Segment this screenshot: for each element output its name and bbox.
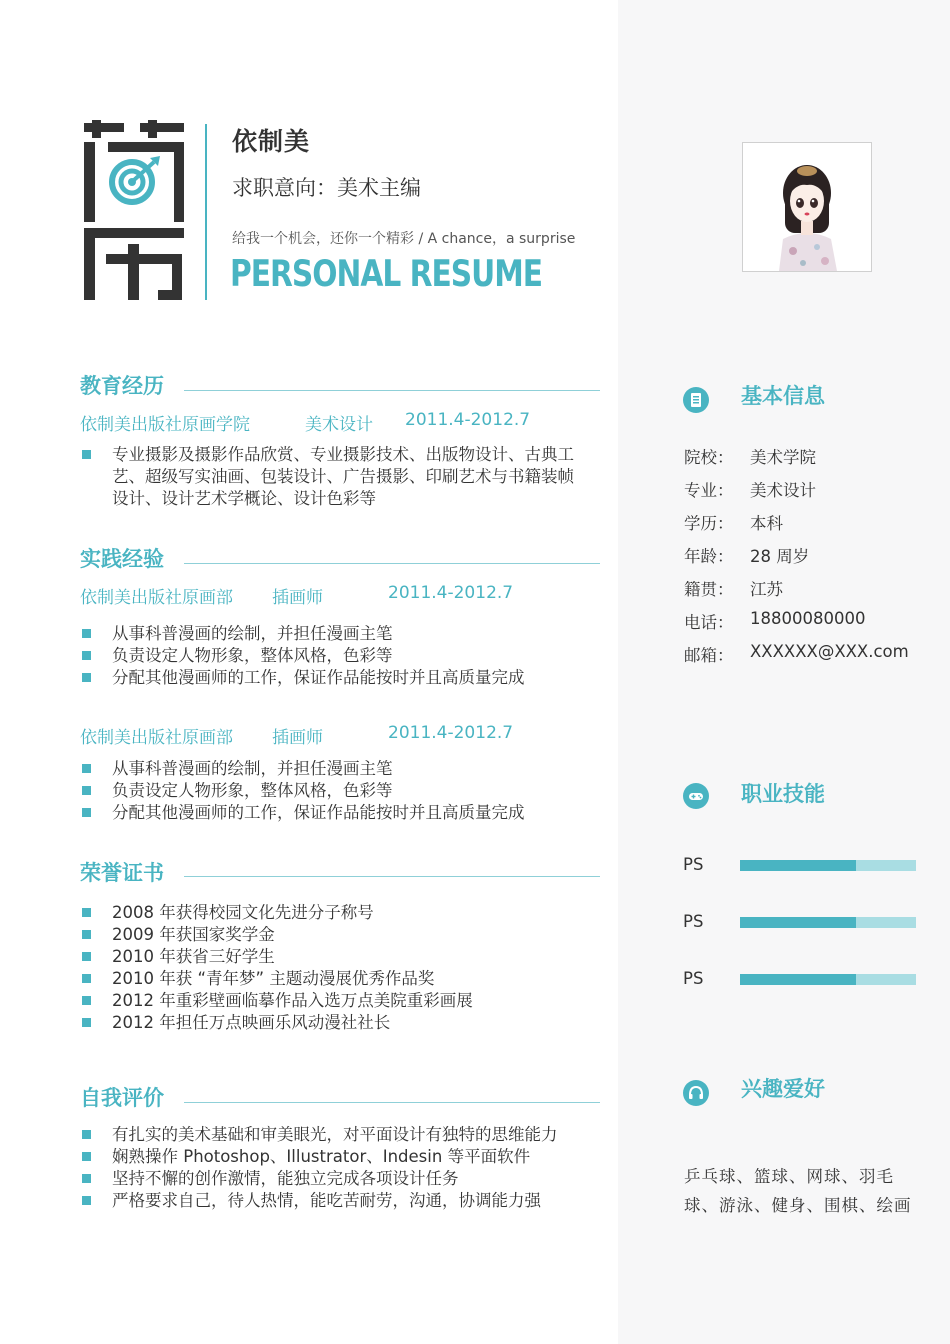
list-item: 娴熟操作 Photoshop、Illustrator、Indesin 等平面软件: [80, 1146, 600, 1168]
bullet-marker: [82, 764, 91, 773]
skill-bar: [740, 917, 916, 928]
bullet-marker: [82, 908, 91, 917]
self-eval-title: 自我评价: [80, 1086, 164, 1110]
profile-photo: [742, 142, 872, 272]
experience-period: 2011.4-2012.7: [388, 583, 514, 603]
education-school: 依制美出版社原画学院: [80, 415, 250, 435]
bullet-marker: [82, 673, 91, 682]
bullet-marker: [82, 974, 91, 983]
bullet-marker: [82, 996, 91, 1005]
list-item: 2012 年担任万点映画乐风动漫社社长: [80, 1012, 600, 1034]
bullet-marker: [82, 651, 91, 660]
honors-bullets: [80, 902, 600, 1034]
list-item: 分配其他漫画师的工作，保证作品能按时并且高质量完成: [80, 667, 600, 689]
headphones-icon: [683, 1080, 709, 1106]
bullet-marker: [82, 930, 91, 939]
list-item: 从事科普漫画的绘制，并担任漫画主笔: [80, 758, 600, 780]
header-divider: [205, 124, 207, 300]
skill-fill: [740, 974, 856, 985]
list-item: 分配其他漫画师的工作，保证作品能按时并且高质量完成: [80, 802, 600, 824]
list-item: 有扎实的美术基础和审美眼光，对平面设计有独特的思维能力: [80, 1124, 600, 1146]
experience-role: 插画师: [272, 728, 323, 748]
document-icon: [683, 387, 709, 413]
skill-fill: [740, 860, 856, 871]
self-eval-bullets: [80, 1124, 600, 1212]
list-item: 从事科普漫画的绘制，并担任漫画主笔: [80, 623, 600, 645]
list-item: 2010 年获省三好学生: [80, 946, 600, 968]
experience-org: 依制美出版社原画部: [80, 728, 233, 748]
self-eval-divider: [184, 1102, 600, 1103]
resume-logo: [84, 120, 186, 302]
hobbies-text: 乒乓球、篮球、网球、羽毛球、游泳、健身、围棋、绘画: [684, 1167, 912, 1215]
skill-label: PS: [683, 855, 704, 874]
skill-bar: [740, 860, 916, 871]
education-period: 2011.4-2012.7: [405, 410, 531, 430]
basic-info-title: 基本信息: [741, 384, 825, 408]
bullet-marker: [82, 629, 91, 638]
job-objective: 求职意向：美术主编: [232, 176, 421, 200]
info-row-email: 邮箱： XXXXXX@XXX.com: [684, 642, 909, 665]
list-item: 专业摄影及摄影作品欣赏、专业摄影技术、出版物设计、古典工艺、超级写实油画、包装设计、广告摄影、印刷艺术与书籍装帧设计、设计艺术学概论、设计色彩等: [80, 444, 590, 510]
slogan: 给我一个机会，还你一个精彩 / A chance，a surprise: [232, 231, 576, 247]
bullet-marker: [82, 1018, 91, 1027]
list-item: 坚持不懈的创作激情，能独立完成各项设计任务: [80, 1168, 600, 1190]
skills-title: 职业技能: [741, 782, 825, 806]
education-divider: [184, 390, 600, 391]
candidate-name: 依制美: [232, 127, 311, 156]
experience-bullets: [80, 758, 600, 824]
list-item: 严格要求自己，待人热情，能吃苦耐劳，沟通，协调能力强: [80, 1190, 600, 1212]
skill-bar: [740, 974, 916, 985]
bullet-marker: [82, 1130, 91, 1139]
list-item: 2012 年重彩壁画临摹作品入选万点美院重彩画展: [80, 990, 600, 1012]
gamepad-icon: [683, 783, 709, 809]
list-item: 负责设定人物形象，整体风格，色彩等: [80, 645, 600, 667]
honors-divider: [184, 876, 600, 877]
experience-title: 实践经验: [80, 547, 164, 571]
skill-label: PS: [683, 912, 704, 931]
experience-role: 插画师: [272, 588, 323, 608]
bullet-marker: [82, 1174, 91, 1183]
bullet-marker: [82, 1196, 91, 1205]
list-item: 负责设定人物形象，整体风格，色彩等: [80, 780, 600, 802]
hobbies-title: 兴趣爱好: [741, 1077, 825, 1101]
list-item: 2010 年获 “青年梦” 主题动漫展优秀作品奖: [80, 968, 600, 990]
info-row-degree: 学历： 本科: [684, 514, 783, 533]
info-row-major: 专业： 美术设计: [684, 481, 816, 500]
info-row-school: 院校： 美术学院: [684, 448, 816, 467]
education-major: 美术设计: [305, 415, 373, 435]
honors-title: 荣誉证书: [80, 861, 164, 885]
bullet-marker: [82, 450, 91, 459]
bullet-marker: [82, 808, 91, 817]
skill-label: PS: [683, 969, 704, 988]
experience-org: 依制美出版社原画部: [80, 588, 233, 608]
info-row-phone: 电话： 18800080000: [684, 609, 866, 632]
info-row-age: 年龄： 28 周岁: [684, 547, 810, 566]
personal-resume-heading: PERSONAL RESUME: [230, 252, 543, 295]
info-row-hometown: 籍贯： 江苏: [684, 580, 783, 599]
bullet-marker: [82, 786, 91, 795]
experience-divider: [184, 563, 600, 564]
list-item: 2008 年获得校园文化先进分子称号: [80, 902, 600, 924]
education-title: 教育经历: [80, 374, 164, 398]
bullet-marker: [82, 952, 91, 961]
experience-period: 2011.4-2012.7: [388, 723, 514, 743]
experience-bullets: [80, 623, 600, 689]
list-item: 2009 年获国家奖学金: [80, 924, 600, 946]
bullet-marker: [82, 1152, 91, 1161]
education-bullets: [80, 444, 590, 510]
skill-fill: [740, 917, 856, 928]
